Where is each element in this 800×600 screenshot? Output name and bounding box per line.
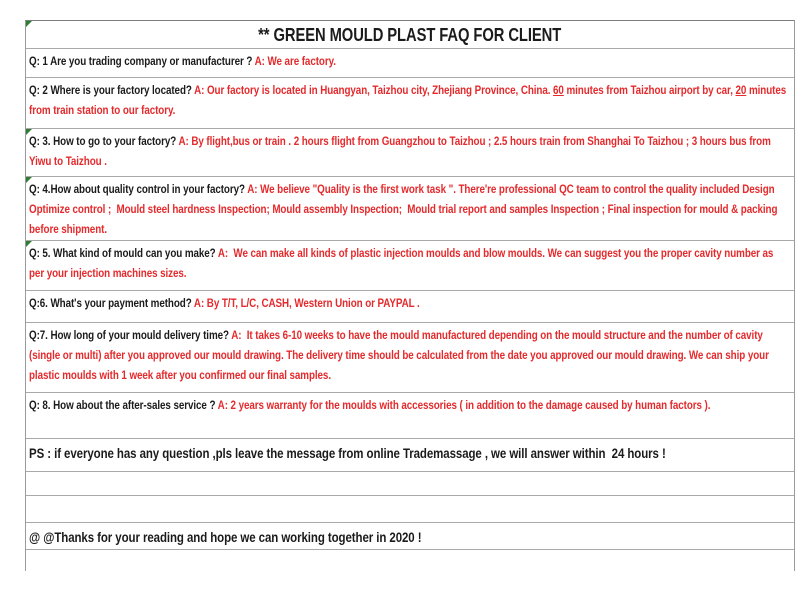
faq-row-empty2 [26, 496, 794, 523]
question-text: Q:6. What's your payment method? [29, 296, 194, 310]
question-text: Q: 4.How about quality control in your factory? [29, 182, 248, 196]
faq-row-q1 [26, 49, 794, 78]
question-text: Q: 3. How to go to your factory? [29, 134, 179, 148]
faq-sheet [25, 20, 795, 571]
answer-text: A: By T/T, L/C, CASH, Western Union or PAYPAL . [193, 296, 420, 310]
question-text: Q: 5. What kind of mould can you make? [29, 246, 218, 260]
answer-text: A: We believe "Quality is the first work task ". There're professional QC team to control the quality included Design Optimize control ; Mould steel hardness Inspection; Mould assembly Inspection; Mould trial report and samples Inspection ; Final inspection for mould & packing before shipment. [29, 182, 781, 236]
thanks-text: @ @Thanks for your reading and hope we can working together in 2020 ! [29, 529, 422, 545]
question-text: Q: 8. How about the after-sales service ? [29, 398, 218, 412]
answer-text: A: By flight,bus or train . 2 hours flight from Guangzhou to Taizhou ; 2.5 hours train from Shanghai To Taizhou ; 3 hours bus from Yiwu to Taizhou . [29, 134, 774, 168]
faq-row-q7 [26, 323, 794, 393]
qa-text [29, 243, 790, 283]
faq-row-ps [26, 439, 794, 472]
qa-text [29, 51, 790, 71]
faq-row-q8 [26, 393, 794, 439]
note-text [29, 525, 790, 550]
faq-row-trailing [26, 550, 794, 570]
answer-text-underlined: 20 [735, 83, 747, 97]
answer-text: A: It takes 6-10 weeks to have the mould manufactured depending on the mould structure and the number of cavity (single or multi) after you approved our mould drawing. The delivery time should be calculated from the date you approved our mould drawing. We can ship your plastic moulds with 1 week after you confirmed our final samples. [29, 328, 772, 382]
faq-row-empty1 [26, 472, 794, 496]
qa-text [29, 80, 790, 120]
answer-text: minutes from Taizhou airport by car, [563, 83, 736, 97]
faq-row-title [26, 21, 794, 49]
answer-text: minutes from train station to our factory. [29, 83, 789, 117]
faq-row-q5 [26, 241, 794, 291]
faq-row-q3 [26, 129, 794, 177]
answer-text: A: We are factory. [254, 54, 336, 68]
faq-row-thanks [26, 523, 794, 550]
qa-text [29, 179, 790, 239]
answer-text: A: 2 years warranty for the moulds with accessories ( in addition to the damage caused by human factors ). [217, 398, 711, 412]
answer-text: A: Our factory is located in Huangyan, Taizhou city, Zhejiang Province, China. [194, 83, 554, 97]
page-title: ** GREEN MOULD PLAST FAQ FOR CLIENT [258, 25, 562, 45]
title-text [29, 23, 790, 47]
question-text: Q: 1 Are you trading company or manufacturer ? [29, 54, 255, 68]
answer-text-underlined: 60 [553, 83, 564, 97]
faq-row-q4 [26, 177, 794, 241]
question-text: Q: 2 Where is your factory located? [29, 83, 195, 97]
faq-row-q2 [26, 78, 794, 129]
qa-text [29, 293, 790, 313]
answer-text: A: We can make all kinds of plastic injection moulds and blow moulds. We can suggest you the proper cavity number as per your injection machines sizes. [29, 246, 776, 280]
ps-text: PS : if everyone has any question ,pls leave the message from online Trademassage , we will answer within 24 hours ! [29, 445, 666, 461]
qa-text [29, 131, 790, 171]
qa-text [29, 395, 790, 415]
qa-text [29, 325, 790, 385]
note-text [29, 441, 790, 466]
question-text: Q:7. How long of your mould delivery time? [29, 328, 232, 342]
faq-row-q6 [26, 291, 794, 323]
